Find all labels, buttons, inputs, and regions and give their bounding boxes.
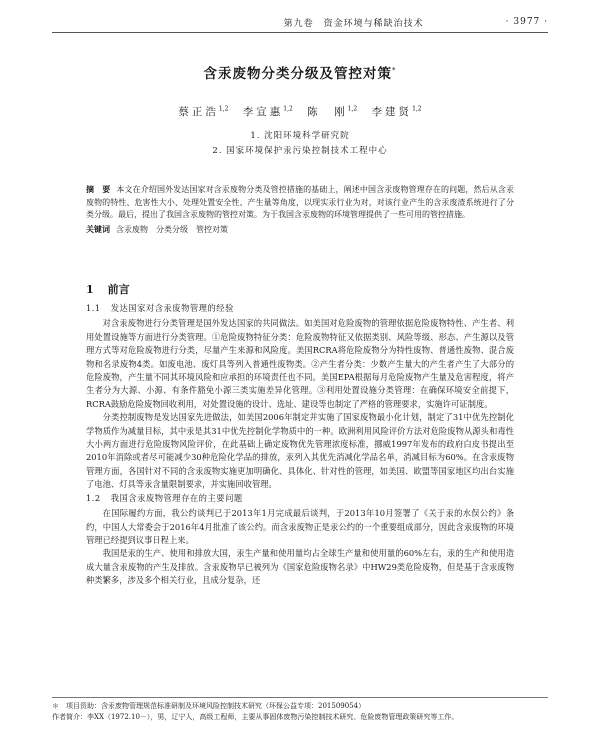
body-text	[86, 302, 514, 588]
abstract-text: 本文在介绍国外发达国家对含汞废物分类及管控措施的基础上，阐述中国含汞废物管理存在的问题，然后从含汞废物的特性、危害性大小、处理处置安全性、产生量等角度，以现实汞行业为对，对该行业产生的含汞废渣系统进行了分类分级。最后，提出了我国含汞废物的管控对策。为于我国含汞废物的环境管理提供了一些可用的管控措施。	[86, 185, 515, 219]
abstract-label: 摘 要	[86, 184, 111, 194]
keywords-label: 关键词	[86, 223, 110, 234]
subsection-title: 发达国家对含汞废物管理的经验	[110, 303, 234, 313]
abstract-paragraph	[86, 183, 514, 222]
author-affiliation-marker: 1,2	[412, 105, 422, 113]
footnotes	[52, 697, 548, 723]
subsection-number: 1.2	[86, 492, 101, 503]
section-title: 前言	[107, 283, 130, 296]
paragraph: 对含汞废物进行分类管理是国外发达国家的共同做法。如美国对危险废物的管理依据危险废物特性、产生者、利用处置设施等方面进行分类管理。①危险废物特征分类：危险废物特征又依据类别、风险等级、形态、产生源以及管理方式等对危险废物进行分类，尽量产生来源和风险度。美国RCRA将危险废物分为特性废物、普通性废物、混合废物和名录废物4类。如废电池、废灯具等列入普通性废物类。②产生者分类：少数产生量大的产生者产生了大部分的危险废物，产生量不同其环境风险和应承担的环境责任也不同。美国EPA根据每月危险废物产生量及危害程度，将产生者分为大源、小源、有条件豁免小源三类实施差异化管理。③利用处置设施分类管理：在确保环境安全前提下，RCRA鼓励危险废物回收利用，对处置设施的设计、选址、建设等也制定了严格的管理要求，实施许可证制度。	[86, 318, 514, 409]
author-list	[52, 104, 548, 119]
subsection-number: 1.1	[86, 303, 101, 313]
page-number: · 3977 ·	[505, 17, 548, 27]
affiliation: 1. 沈阳环境科学研究院	[250, 131, 350, 141]
author-name: 陈 刚	[307, 106, 348, 118]
affiliation: 2. 国家环境保护汞污染控制技术工程中心	[212, 146, 388, 156]
author-affiliation-marker: 1,2	[347, 105, 358, 113]
author-affiliation-marker: 1,2	[218, 105, 229, 113]
author	[372, 106, 422, 118]
title-block	[52, 62, 548, 159]
running-header	[52, 12, 548, 33]
footnote: 作者简介：李XX（1972.10－），男，辽宁人，高级工程师，主要从事固体废物污染控制技术研究、危险废物管理政策研究等工作。	[52, 713, 459, 721]
paragraph: 分类控制废物是发达国家先进做法，如美国2006年制定并实施了国家废物最小化计划，制定了31中优先控制化学物质作为减量目标，其中汞是其31中优先控制化学物质中的一种。欧洲利用风险评价方法对危险废物从源头和毒性大小两方面进行危险废物风险评价，在此基础上确定废物优先管理浓度标准，挪威1997年发布的政府白皮书提出至2010年消除或者尽可能减少30种危险化学品的排放，汞列入其优先消减化学品名单，消减目标为60%。在含汞废物管理方面，各国针对不同的含汞废物实施更加明确化、具体化、针对性的管理，如美国、欧盟等国家地区均出台实施了电池、灯具等汞含量限制要求，并实施回收管理。	[86, 412, 514, 490]
author	[178, 106, 228, 118]
author-name: 李建贤	[371, 106, 413, 118]
journal-name: 第九卷 资金环境与稀缺治技术	[283, 18, 424, 29]
abstract	[86, 183, 514, 236]
subsection-title: 我国含汞废物管理存在的主要问题	[110, 492, 243, 503]
section-heading	[86, 281, 130, 297]
footnote: ＊ 项目资助：含汞废物管理规范标准研制及环境风险控制技术研究（环保公益专项：201509054）	[52, 702, 366, 710]
paragraph: 我国是汞的生产、使用和排放大国，汞生产量和使用量均占全球生产量和使用量的60%左右，汞的生产和使用造成大量含汞废物的产生及排放。含汞废物早已被列为《国家危险废物名录》中HW29类危险废物，但是基于含汞废物种类繁多，涉及多个相关行业，且成分复杂，还	[86, 548, 514, 586]
paper-title	[52, 62, 548, 82]
section-number: 1	[86, 283, 94, 296]
subsection-heading	[86, 492, 514, 505]
paragraph: 在国际履约方面，我公约谈判已于2013年1月完成最后谈判，于2013年10月签署了《关于汞的水俣公约》条约，中国人大常委会于2016年4月批准了该公约。而含汞废物正是汞公约的一个重要组成部分，因此含汞废物的环境管理已经提到议事日程上来。	[86, 508, 514, 545]
affiliations	[52, 129, 548, 159]
subsection-heading	[86, 302, 514, 315]
paper-title-text: 含汞废物分类分级及管控对策	[203, 66, 392, 82]
author-name: 李宣惠	[242, 106, 284, 118]
author-affiliation-marker: 1,2	[283, 105, 293, 113]
keywords-text: 含汞废物 分类分级 管控对策	[116, 224, 228, 234]
keywords	[86, 223, 514, 237]
author-name: 蔡正浩	[178, 106, 219, 118]
title-footnote-marker: *	[392, 66, 397, 75]
author	[307, 106, 357, 118]
author	[243, 106, 293, 118]
